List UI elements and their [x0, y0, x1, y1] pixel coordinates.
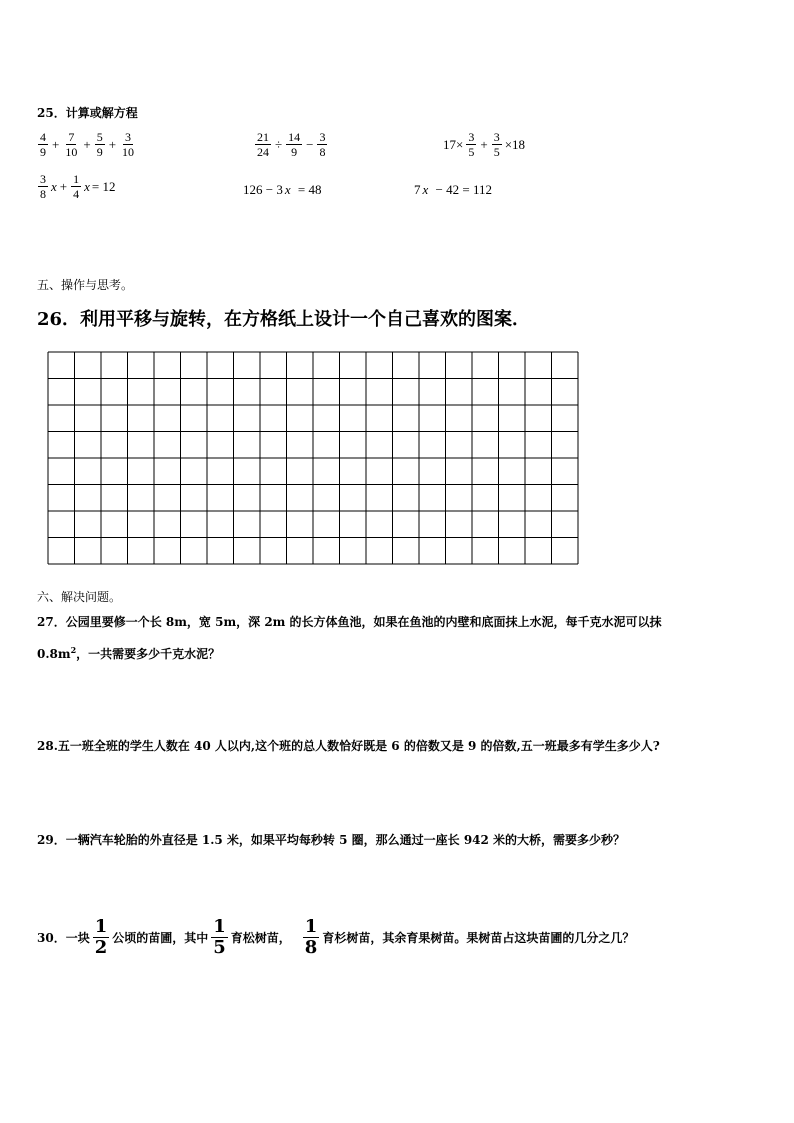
section-5-heading: 五、操作与思考。: [37, 278, 134, 292]
q27-line-2: $0.8m^2$，一共需要多少千克水泥？: [37, 645, 221, 661]
q25-label: 25．计算或解方程: [37, 106, 138, 120]
q25-expr-5: 126 − 3 x = 48: [243, 182, 322, 197]
q30-text: 30．一块 $\frac{1}{2}$ 公顷的苗圃，其中 $\frac{1}{5}$ 育松树苗， $\frac{1}{8}$ 育杉树苗，其余育果树苗。果树苗占这块苗圃的几分之几？: [37, 916, 635, 958]
q25-expr-1: $\frac{4}{9}$ + $\frac{7}{10}$ + $\frac{5}{9}$ + $\frac{3}{10}$: [40, 130, 135, 159]
section-6-heading: 六、解决问题。: [37, 590, 122, 604]
q28-text: 28.五一班全班的学生人数在 40 人以内,这个班的总人数恰好既是 6 的倍数又是 9 的倍数,五一班最多有学生多少人?: [37, 739, 660, 753]
q27-line-1: 27．公园里要修一个长 8m，宽 5m，深 2m 的长方体鱼池，如果在鱼池的内壁和底面抹上水泥，每千克水泥可以抹: [37, 615, 662, 629]
q29-text: 29．一辆汽车轮胎的外直径是 1.5 米，如果平均每秒转 5 圈，那么通过一座长 942 米的大桥，需要多少秒？: [37, 833, 626, 847]
q25-expr-2: $\frac{21}{24}$ ÷ $\frac{14}{9}$ − $\frac{3}{8}$: [257, 130, 326, 159]
q26-text: 26．利用平移与旋转，在方格纸上设计一个自己喜欢的图案．: [37, 309, 531, 330]
grid-paper: [46, 350, 580, 566]
q25-expr-3: 17× $\frac{3}{5}$ + $\frac{3}{5}$ ×18: [443, 130, 526, 159]
q25-expr-4: $\frac{3}{8}$ x + $\frac{1}{4}$ x = 12: [40, 172, 116, 201]
q25-expr-6: 7 x − 42 = 112: [414, 182, 492, 197]
